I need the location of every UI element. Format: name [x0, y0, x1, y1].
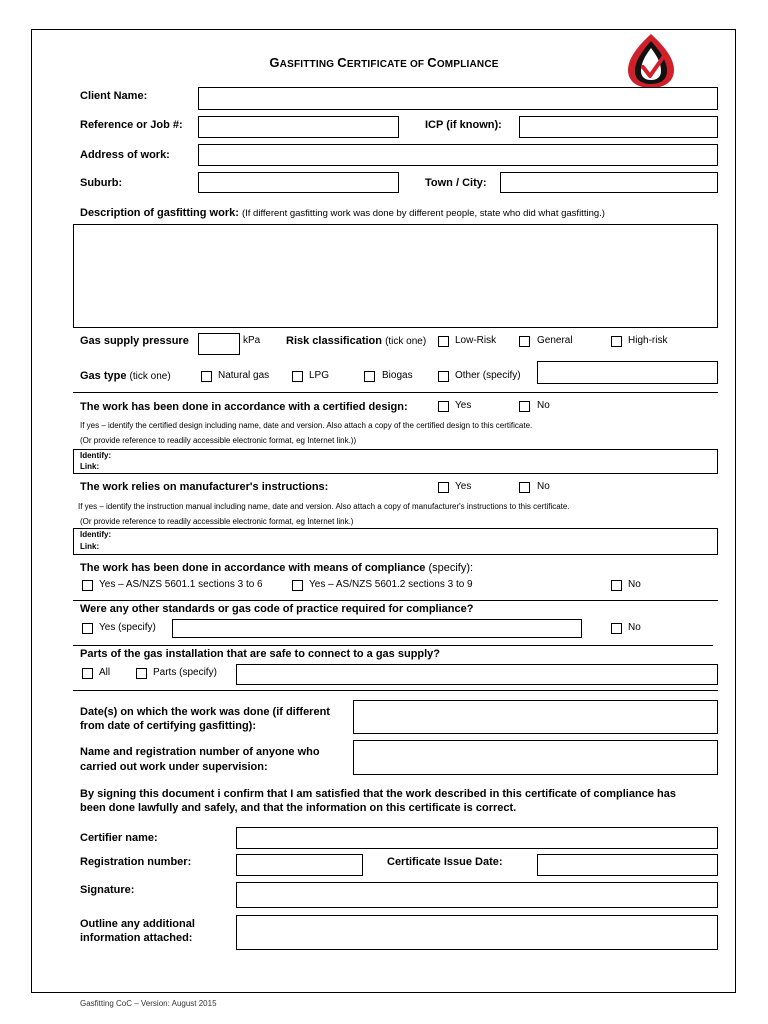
manufacturer-no-checkbox[interactable]	[519, 482, 530, 493]
divider	[73, 392, 718, 393]
design-no-checkbox[interactable]	[519, 401, 530, 412]
safe-parts-question: Parts of the gas installation that are safe to connect to a gas supply?	[80, 648, 441, 660]
compliance-no-label: No	[628, 579, 641, 590]
certifier-name-label: Certifier name:	[80, 832, 158, 844]
description-label	[80, 207, 605, 219]
manufacturer-yes-label: Yes	[455, 481, 472, 492]
manufacturer-link-label: Link:	[80, 542, 100, 551]
gas-biogas-label: Biogas	[382, 370, 413, 381]
icp-label: ICP (if known):	[425, 119, 502, 131]
design-no-label: No	[537, 400, 550, 411]
compliance-specify: (specify):	[428, 562, 474, 574]
risk-label	[286, 335, 426, 347]
supervision-field[interactable]	[353, 740, 718, 775]
risk-high-label: High-risk	[628, 335, 668, 346]
title-part: CERTIFICATE OF	[337, 55, 428, 70]
description-note: (If different gasfitting work was done by different people, state who did what gasfitting.)	[241, 208, 605, 219]
signature-label: Signature:	[80, 884, 135, 896]
design-identify-field[interactable]	[73, 449, 718, 474]
issue-date-label: Certificate Issue Date:	[387, 856, 503, 868]
reference-label: Reference or Job #:	[80, 119, 183, 131]
design-identify-label: Identify:	[80, 451, 112, 460]
risk-high-checkbox[interactable]	[611, 336, 622, 347]
divider	[73, 600, 718, 601]
safe-parts-label: Parts (specify)	[153, 667, 217, 678]
compliance-opt2-label: Yes – AS/NZS 5601.2 sections 3 to 9	[309, 579, 473, 590]
risk-note: (tick one)	[385, 336, 427, 347]
footer-version: Gasfitting CoC – Version: August 2015	[80, 999, 217, 1008]
compliance-opt2-checkbox[interactable]	[292, 580, 303, 591]
other-yes-checkbox[interactable]	[82, 623, 93, 634]
manufacturer-no-label: No	[537, 481, 550, 492]
pressure-unit: kPa	[243, 335, 261, 346]
compliance-question	[80, 562, 473, 574]
additional-info-field[interactable]	[236, 915, 718, 950]
gas-type-label	[80, 370, 171, 382]
compliance-opt1-checkbox[interactable]	[82, 580, 93, 591]
client-name-label: Client Name:	[80, 90, 148, 102]
gas-type-title: Gas type	[80, 370, 127, 382]
reference-field[interactable]	[198, 116, 399, 138]
gas-type-note: (tick one)	[129, 371, 171, 382]
dates-label: Date(s) on which the work was done (if different	[80, 706, 330, 718]
design-note: (Or provide reference to readily accessible electronic format, eg Internet link.))	[80, 436, 357, 445]
compliance-no-checkbox[interactable]	[611, 580, 622, 591]
signature-field[interactable]	[236, 882, 718, 908]
manufacturer-identify-field[interactable]	[73, 528, 718, 555]
issue-date-field[interactable]	[537, 854, 718, 876]
other-yes-label: Yes (specify)	[99, 622, 156, 633]
gas-natural-label: Natural gas	[218, 370, 270, 381]
manufacturer-note: (Or provide reference to readily accessible electronic format, eg Internet link.)	[80, 517, 354, 526]
suburb-field[interactable]	[198, 172, 399, 193]
manufacturer-identify-label: Identify:	[80, 530, 112, 539]
safe-all-checkbox[interactable]	[82, 668, 93, 679]
risk-low-label: Low-Risk	[455, 335, 497, 346]
other-specify-field[interactable]	[172, 619, 582, 638]
title-part: COMPLIANCE	[427, 55, 499, 70]
gas-lpg-label: LPG	[309, 370, 330, 381]
safe-all-label: All	[99, 667, 111, 678]
manufacturer-yes-checkbox[interactable]	[438, 482, 449, 493]
manufacturer-note: If yes – identify the instruction manual including name, date and version. Also attach a copy of manufacturer's instructions to this certificate.	[78, 502, 570, 511]
gas-other-label: Other (specify)	[455, 370, 521, 381]
gas-other-field[interactable]	[537, 361, 718, 384]
other-no-checkbox[interactable]	[611, 623, 622, 634]
pressure-label: Gas supply pressure	[80, 335, 189, 347]
risk-title: Risk classification	[286, 335, 382, 347]
town-field[interactable]	[500, 172, 718, 193]
client-name-field[interactable]	[198, 87, 718, 110]
pressure-field[interactable]	[198, 333, 240, 355]
compliance-opt1-label: Yes – AS/NZS 5601.1 sections 3 to 6	[99, 579, 263, 590]
other-no-label: No	[628, 622, 641, 633]
registration-field[interactable]	[236, 854, 363, 876]
flame-check-icon	[624, 32, 678, 90]
additional-info-label: Outline any additional	[80, 918, 195, 930]
declaration-text: By signing this document i confirm that I am satisfied that the work described in this certificate of compliance has	[80, 788, 676, 800]
risk-general-label: General	[537, 335, 573, 346]
icp-field[interactable]	[519, 116, 718, 138]
other-standards-question: Were any other standards or gas code of practice required for compliance?	[80, 603, 474, 615]
gas-other-checkbox[interactable]	[438, 371, 449, 382]
divider	[73, 645, 713, 646]
declaration-text: been done lawfully and safely, and that the information on this certificate is correct.	[80, 802, 517, 814]
safe-parts-checkbox[interactable]	[136, 668, 147, 679]
address-label: Address of work:	[80, 149, 170, 161]
title-part: GASFITTING	[269, 55, 338, 70]
additional-info-label: information attached:	[80, 932, 193, 944]
registration-label: Registration number:	[80, 856, 192, 868]
dates-field[interactable]	[353, 700, 718, 734]
compliance-title: The work has been done in accordance with means of compliance	[80, 562, 426, 574]
description-field[interactable]	[73, 224, 718, 328]
risk-general-checkbox[interactable]	[519, 336, 530, 347]
address-field[interactable]	[198, 144, 718, 166]
description-title: Description of gasfitting work:	[80, 207, 239, 219]
design-yes-checkbox[interactable]	[438, 401, 449, 412]
supervision-label: Name and registration number of anyone who	[80, 746, 320, 758]
town-label: Town / City:	[425, 177, 487, 189]
gas-lpg-checkbox[interactable]	[292, 371, 303, 382]
supervision-label: carried out work under supervision:	[80, 761, 268, 773]
gas-natural-checkbox[interactable]	[201, 371, 212, 382]
gas-biogas-checkbox[interactable]	[364, 371, 375, 382]
design-link-label: Link:	[80, 462, 100, 471]
certifier-name-field[interactable]	[236, 827, 718, 849]
safe-parts-field[interactable]	[236, 664, 718, 685]
suburb-label: Suburb:	[80, 177, 123, 189]
risk-low-checkbox[interactable]	[438, 336, 449, 347]
certified-design-question: The work has been done in accordance with a certified design:	[80, 401, 408, 413]
design-note: If yes – identify the certified design including name, date and version. Also attach a copy of the certified design to this certificate.	[80, 421, 533, 430]
dates-label: from date of certifying gasfitting):	[80, 720, 256, 732]
manufacturer-question: The work relies on manufacturer's instructions:	[80, 481, 329, 493]
divider	[73, 690, 718, 691]
design-yes-label: Yes	[455, 400, 472, 411]
